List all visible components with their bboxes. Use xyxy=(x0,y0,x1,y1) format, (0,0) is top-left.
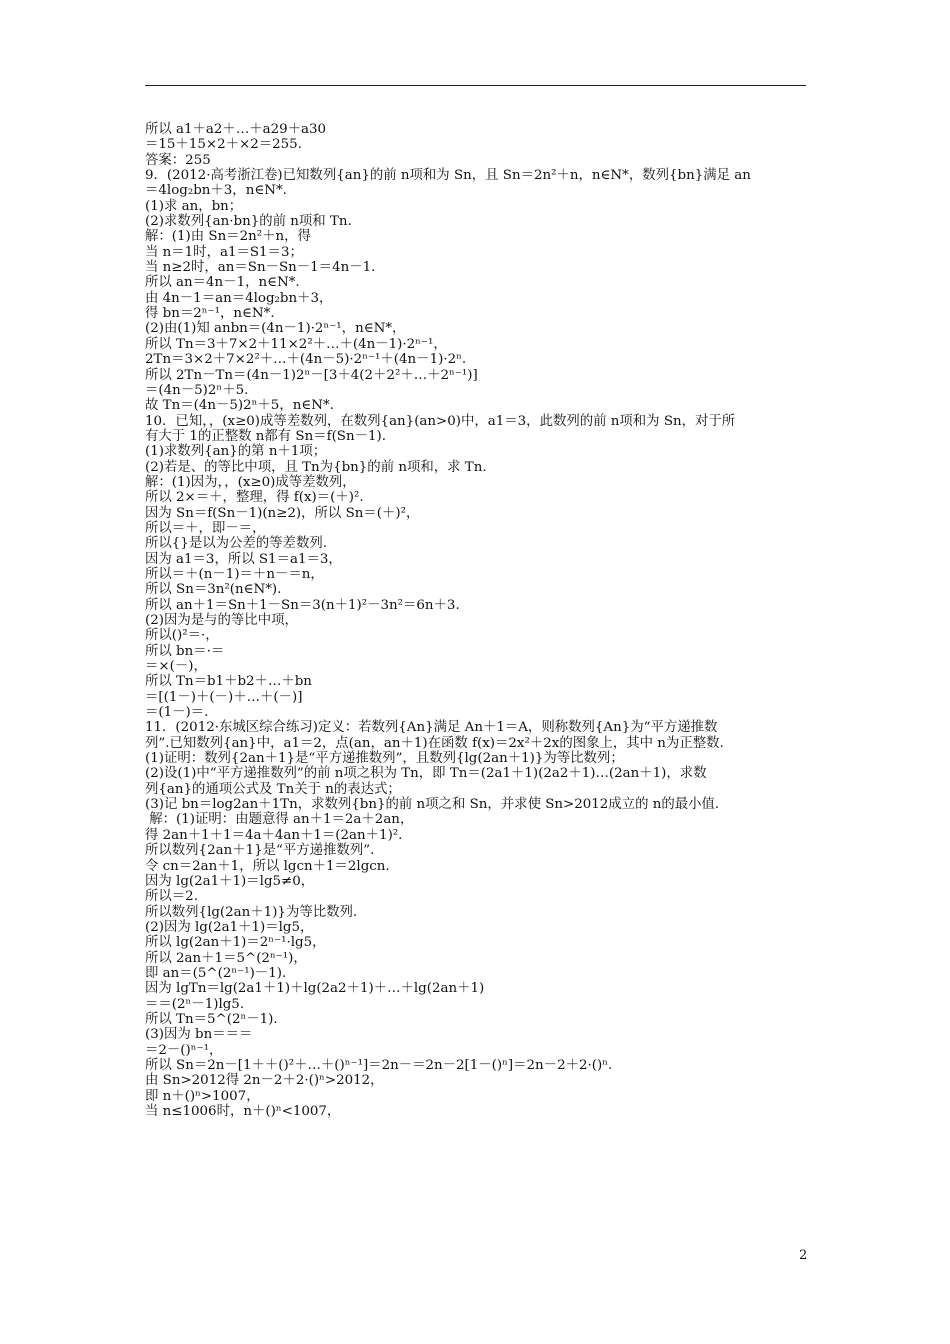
text-line: 2Tn＝3×2＋7×2²＋…＋(4n－5)·2ⁿ⁻¹＋(4n－1)·2ⁿ. xyxy=(145,352,467,368)
text-line: 列”.已知数列{an}中，a1＝2，点(an，an＋1)在函数 f(x)＝2x²＋2x的图象上，其中 n为正整数. xyxy=(145,735,724,751)
text-line: 解：(1)因为，，(x≥0)成等差数列， xyxy=(145,474,356,490)
text-line: 所以 Sn＝2n－[1＋＋()²＋…＋()ⁿ⁻¹]＝2n－＝2n－2[1－()ⁿ]＝2n－2＋2·()ⁿ. xyxy=(145,1057,613,1073)
text-line: 因为 lgTn＝lg(2a1＋1)＋lg(2a2＋1)＋…＋lg(2an＋1) xyxy=(145,981,485,997)
text-line: 因为 Sn＝f(Sn－1)(n≥2)，所以 Sn＝(＋)²， xyxy=(145,505,420,521)
text-line: (2)因为 lg(2a1＋1)＝lg5， xyxy=(145,919,314,935)
text-line: (1)求 an，bn； xyxy=(145,198,243,214)
text-line: (2)求数列{an·bn}的前 n项和 Tn. xyxy=(145,214,352,230)
document-body xyxy=(145,122,820,1119)
text-line: 所以 Tn＝3＋7×2＋11×2²＋…＋(4n－1)·2ⁿ⁻¹， xyxy=(145,336,447,352)
text-line: 所以 2Tn－Tn＝(4n－1)2ⁿ－[3＋4(2＋2²＋…＋2ⁿ⁻¹)] xyxy=(145,367,478,383)
text-line: 所以 an＝4n－1，n∈N*. xyxy=(145,275,300,291)
text-line: 所以＝2. xyxy=(145,889,198,905)
text-line: 所以 Tn＝5^(2ⁿ－1). xyxy=(145,1011,278,1027)
text-line: (1)求数列{an}的第 n＋1项； xyxy=(145,444,327,460)
text-line: 所以 2an＋1＝5^(2ⁿ⁻¹)， xyxy=(145,950,307,966)
text-line: 所以{}是以为公差的等差数列. xyxy=(145,536,327,552)
text-line: 当 n≥2时，an＝Sn－Sn－1＝4n－1. xyxy=(145,260,376,276)
text-line: (3)记 bn＝log2an＋1Tn，求数列{bn}的前 n项之和 Sn，并求使 Sn>2012成立的 n的最小值. xyxy=(145,797,720,813)
text-line: 所以＝＋，即－＝， xyxy=(145,520,266,536)
text-line: 得 2an＋1＋1＝4a＋4an＋1＝(2an＋1)². xyxy=(145,827,403,843)
text-line: 因为 a1＝3，所以 S1＝a1＝3， xyxy=(145,551,342,567)
text-line: 由 4n－1＝an＝4log₂bn＋3， xyxy=(145,290,333,306)
text-line: 有大于 1的正整数 n都有 Sn＝f(Sn－1). xyxy=(145,428,386,444)
text-line: 当 n＝1时，a1＝S1＝3； xyxy=(145,244,303,260)
text-line: 所以 2×＝＋，整理，得 f(x)＝(＋)². xyxy=(145,490,364,506)
text-line: (1)证明：数列{2an＋1}是“平方递推数列”，且数列{lg(2an＋1)}为等比数列； xyxy=(145,751,624,767)
text-line: 答案：255 xyxy=(145,152,211,168)
text-line: (2)因为是与的等比中项， xyxy=(145,613,298,628)
text-line: 11．(2012·东城区综合练习)定义：若数列{An}满足 An＋1＝A，则称数列{An}为“平方递推数 xyxy=(145,720,718,736)
text-line: ＝×(－)， xyxy=(145,659,207,675)
header-rule xyxy=(145,85,806,86)
text-line: 故 Tn＝(4n－5)2ⁿ＋5，n∈N*. xyxy=(145,398,334,414)
text-line: ＝15＋15×2＋×2＝255. xyxy=(145,137,302,153)
text-line: 所以数列{lg(2an＋1)}为等比数列. xyxy=(145,904,358,920)
text-line: 9．(2012·高考浙江卷)已知数列{an}的前 n项和为 Sn，且 Sn＝2n²＋n，n∈N*，数列{bn}满足 an xyxy=(145,168,751,184)
text-line: 所以 bn＝·＝ xyxy=(145,643,225,659)
text-line: 得 bn＝2ⁿ⁻¹，n∈N*. xyxy=(145,306,275,322)
text-line: 所以＝＋(n－1)＝＋n－＝n， xyxy=(145,566,324,582)
text-line: 当 n≤1006时，n＋()ⁿ<1007， xyxy=(145,1104,341,1119)
text-line: 10．已知，，(x≥0)成等差数列，在数列{an}(an>0)中，a1＝3，此数列的前 n项和为 Sn，对于所 xyxy=(145,413,736,429)
text-line: 由 Sn>2012得 2n－2＋2·()ⁿ>2012， xyxy=(145,1073,384,1089)
text-line: 所以 Sn＝3n²(n∈N*). xyxy=(145,582,282,598)
text-line: 解：(1)由 Sn＝2n²＋n，得 xyxy=(145,229,311,245)
text-line: 即 n＋()ⁿ>1007， xyxy=(145,1088,260,1104)
text-line: 所以 a1＋a2＋…＋a29＋a30 xyxy=(145,122,327,137)
text-line: 列{an}的通项公式及 Tn关于 n的表达式； xyxy=(145,781,401,797)
text-line: 因为 lg(2a1＋1)＝lg5≠0， xyxy=(145,873,315,889)
text-line: (3)因为 bn＝＝＝ xyxy=(145,1027,253,1043)
text-line: 令 cn＝2an＋1，所以 lgcn＋1＝2lgcn. xyxy=(145,858,390,874)
text-line: ＝(1－)＝. xyxy=(145,705,209,721)
text-line: ＝2－()ⁿ⁻¹， xyxy=(145,1042,223,1058)
text-line: 所以 Tn＝b1＋b2＋…＋bn xyxy=(145,674,312,690)
text-line: ＝[(1－)＋(－)＋…＋(－)] xyxy=(145,689,303,705)
text-line: 即 an＝(5^(2ⁿ⁻¹)－1). xyxy=(145,965,287,981)
text-line: 所以()²＝·， xyxy=(145,628,219,644)
text-line: ＝(4n－5)2ⁿ＋5. xyxy=(145,382,249,398)
page-number: 2 xyxy=(799,1248,808,1263)
text-line: ＝＝(2ⁿ－1)lg5. xyxy=(145,996,245,1012)
text-line: 所以 an＋1＝Sn＋1－Sn＝3(n＋1)²－3n²＝6n＋3. xyxy=(145,597,460,613)
text-line: (2)由(1)知 anbn＝(4n－1)·2ⁿ⁻¹，n∈N*， xyxy=(145,321,406,337)
text-line: 所以数列{2an＋1}是“平方递推数列”. xyxy=(145,843,375,859)
text-line: 解：(1)证明：由题意得 an＋1＝2a＋2an， xyxy=(145,812,414,828)
text-line: (2)若是、的等比中项，且 Tn为{bn}的前 n项和，求 Tn. xyxy=(145,459,487,475)
text-line: ＝4log₂bn＋3，n∈N*. xyxy=(145,183,287,199)
text-line: (2)设(1)中“平方递推数列”的前 n项之积为 Tn，即 Tn＝(2a1＋1)(2a2＋1)…(2an＋1)，求数 xyxy=(145,766,707,782)
text-line: 所以 lg(2an＋1)＝2ⁿ⁻¹·lg5， xyxy=(145,935,326,951)
